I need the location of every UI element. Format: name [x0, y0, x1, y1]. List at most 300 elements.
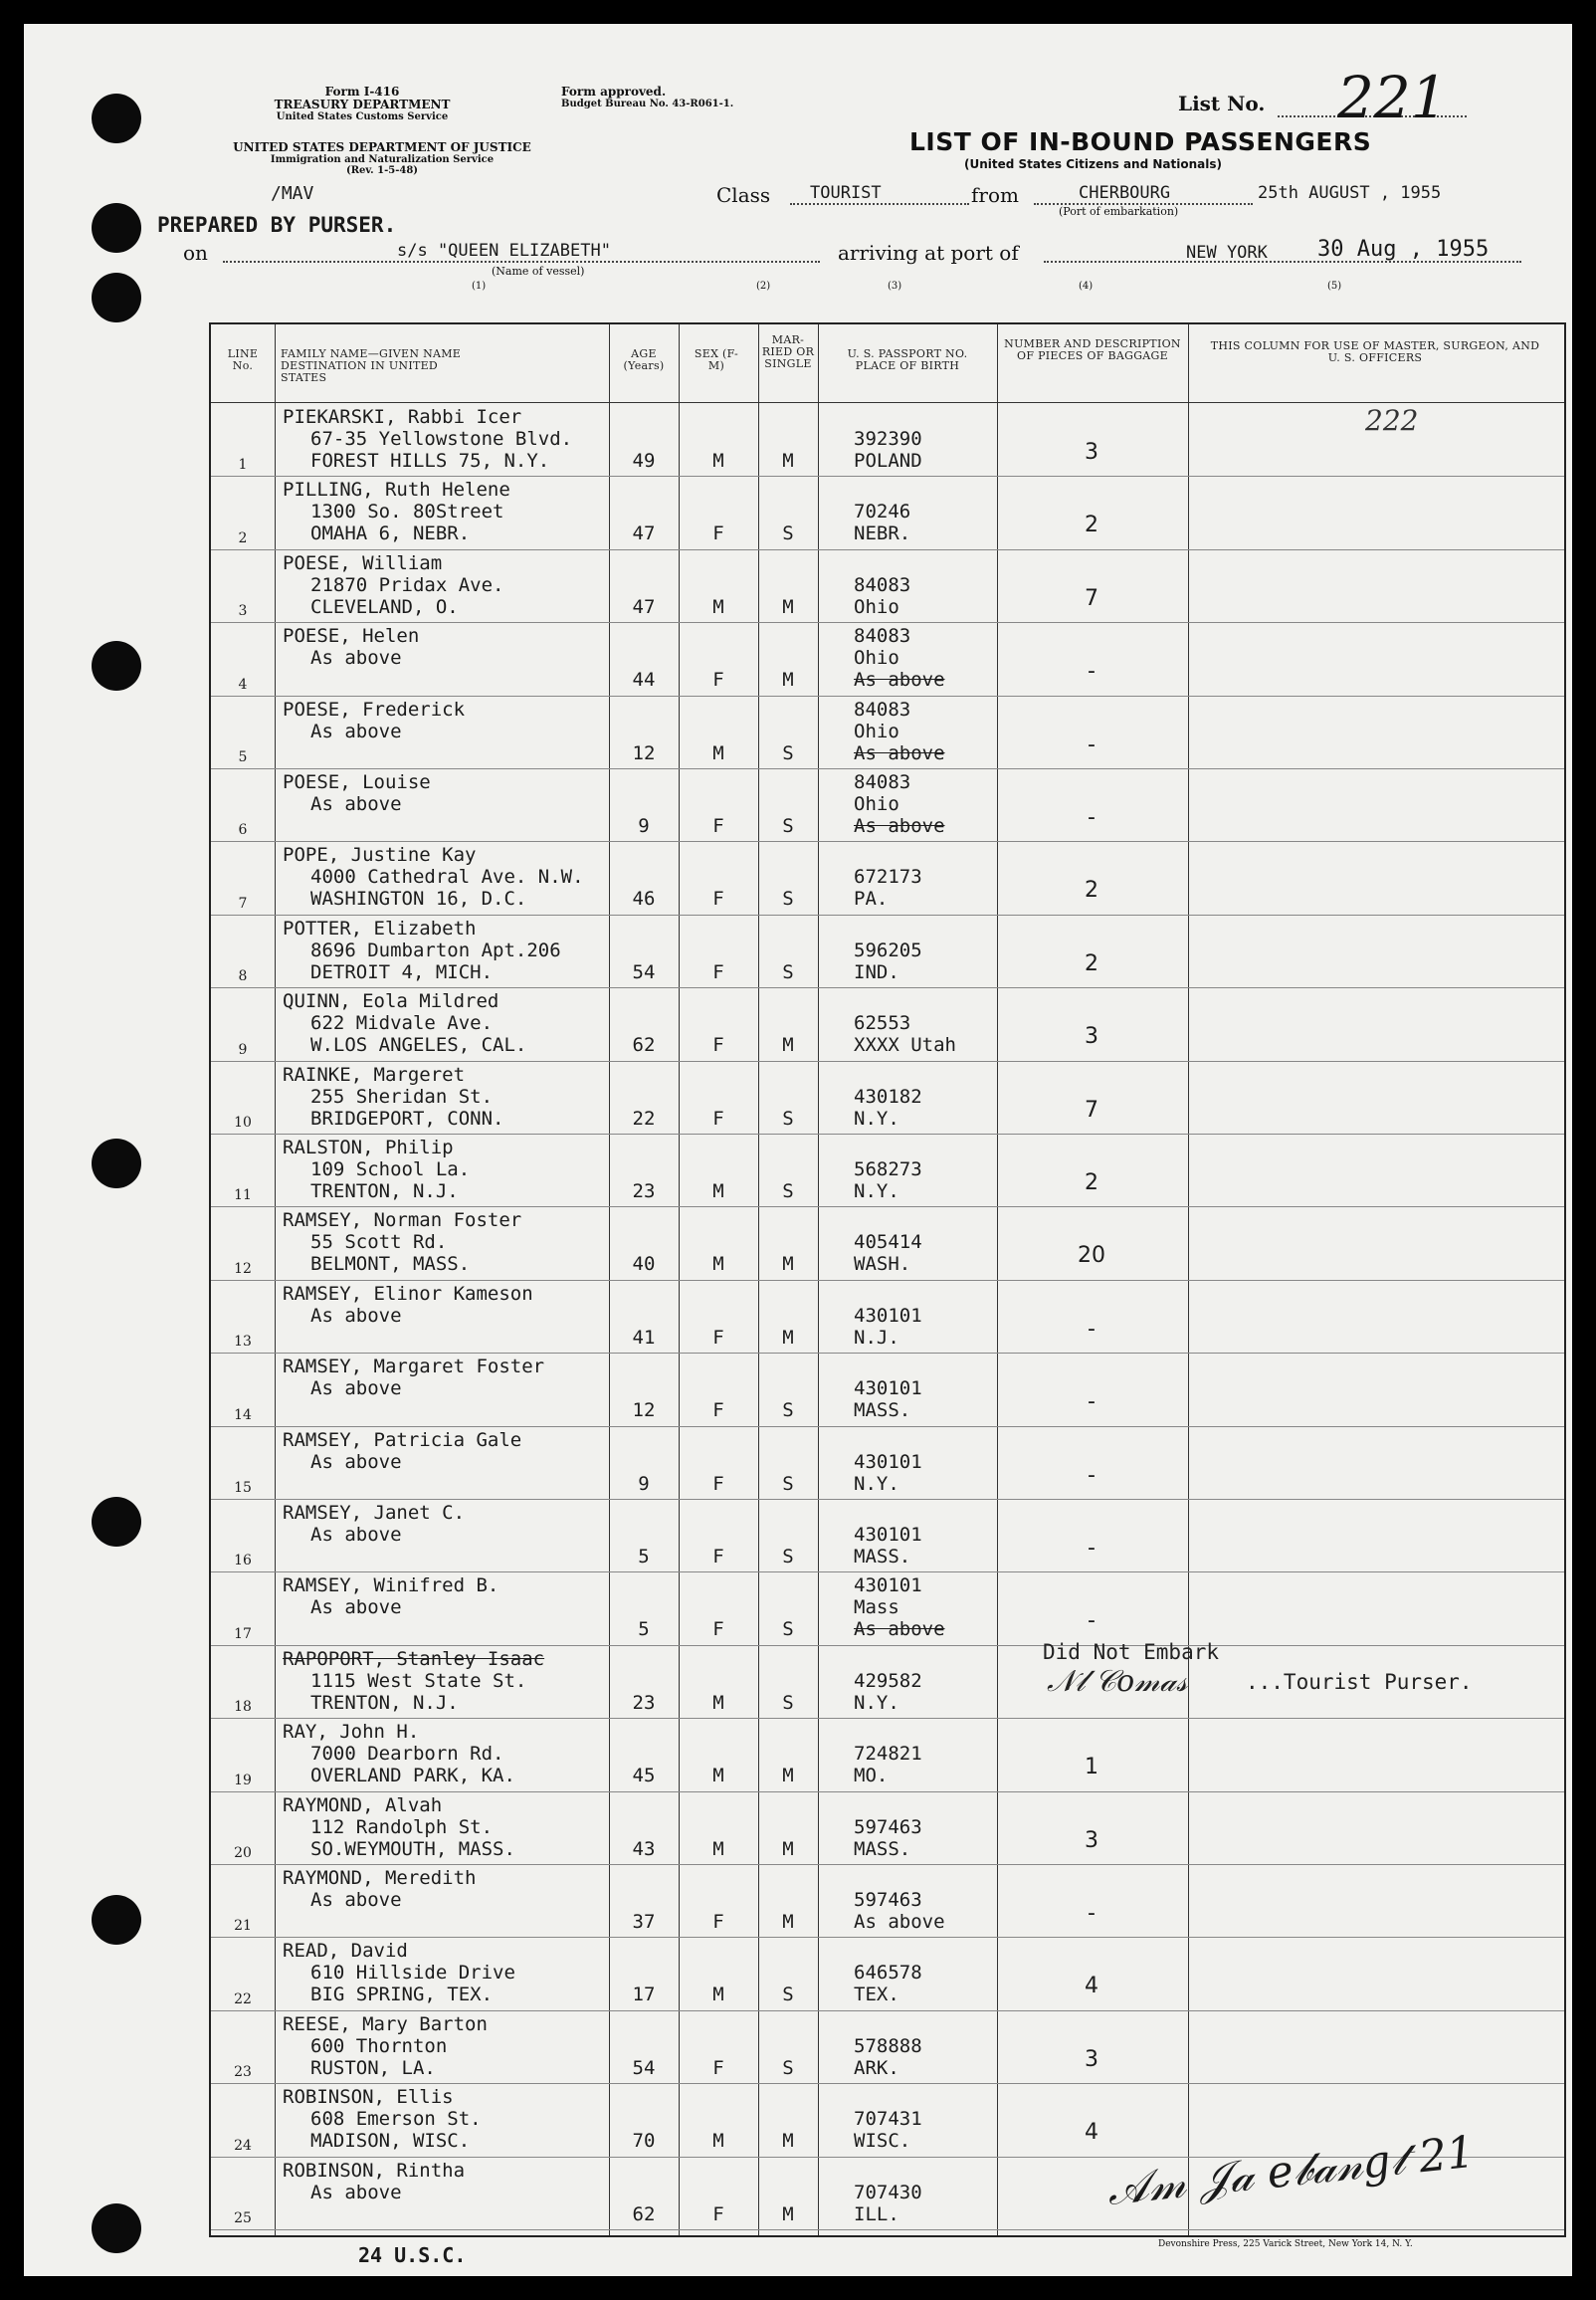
marital-status: S	[782, 1399, 794, 1422]
passport-number: 568273	[854, 1158, 922, 1180]
class-line	[790, 203, 969, 205]
marital-status: M	[782, 1326, 794, 1349]
passenger-name: POTTER, Elizabeth	[283, 917, 477, 940]
sex-value: M	[712, 1253, 724, 1276]
sex-value: F	[712, 1472, 724, 1495]
marital-status: S	[782, 1618, 794, 1641]
marital-status: M	[782, 2130, 794, 2153]
punch-hole	[92, 641, 141, 691]
passenger-name: RAMSEY, Margaret Foster	[283, 1356, 545, 1378]
marital-status: S	[782, 741, 794, 764]
address-line-1: 4000 Cathedral Ave. N.W.	[310, 866, 584, 889]
passport-number: 430101	[854, 1304, 922, 1327]
address-line-1: As above	[310, 1450, 402, 1473]
place-of-birth: Ohio	[854, 647, 899, 670]
age-value: 47	[632, 523, 656, 545]
passport-number: 62553	[854, 1012, 911, 1035]
age-value: 47	[632, 595, 656, 618]
page-title: LIST OF IN-BOUND PASSENGERS	[909, 127, 1372, 156]
marital-status: M	[782, 450, 794, 472]
vessel-line	[223, 261, 820, 263]
baggage-count: 3	[1085, 1024, 1098, 1050]
line-number: 9	[238, 1041, 248, 1058]
address-line-1: As above	[310, 793, 402, 815]
address-line-1: As above	[310, 720, 402, 742]
form-number: Form I-416	[324, 85, 400, 99]
place-of-birth: Mass	[854, 1596, 899, 1619]
customs-service: United States Customs Service	[276, 111, 449, 122]
baggage-count: 4	[1085, 2120, 1098, 2146]
marital-status: M	[782, 1837, 794, 1860]
table-row	[211, 1062, 1564, 1135]
not-embark-note: Did Not Embark	[1043, 1640, 1220, 1664]
address-line-1: 8696 Dumbarton Apt.206	[310, 939, 561, 961]
marital-status: S	[782, 1107, 794, 1130]
footer-printer: Devonshire Press, 225 Varick Street, New York 14, N. Y.	[1158, 2239, 1413, 2249]
footer-statute: 24 U.S.C.	[358, 2243, 467, 2267]
line-number: 15	[234, 1479, 252, 1496]
officer-signature: 𝒜𝓂 𝒥𝒶 𝑒𝒷𝒶𝓃𝑔𝓉 21	[1104, 2126, 1478, 2216]
address-line-2: BRIDGEPORT, CONN.	[310, 1107, 504, 1130]
sex-value: M	[712, 1837, 724, 1860]
baggage-count: 7	[1085, 1097, 1098, 1123]
place-of-birth: Ohio	[854, 793, 899, 815]
address-line-1: As above	[310, 1304, 402, 1327]
passport-number: 430101	[854, 1377, 922, 1400]
doj-block	[183, 141, 581, 176]
place-of-birth: MASS.	[854, 1399, 911, 1422]
marital-status: M	[782, 669, 794, 692]
col-header-officers: THIS COLUMN FOR USE OF MASTER, SURGEON, AND U. S. OFFICERS	[1210, 339, 1540, 364]
line-number: 10	[234, 1114, 252, 1131]
line-number: 16	[234, 1553, 252, 1569]
marital-status: S	[782, 1472, 794, 1495]
punch-hole	[92, 1895, 141, 1945]
line-number: 17	[234, 1625, 252, 1642]
table-row	[211, 1938, 1564, 2010]
table-row	[211, 697, 1564, 769]
purser-signature: ...Tourist Purser.	[1246, 1670, 1473, 1694]
col-number-3: (3)	[888, 281, 902, 292]
age-value: 9	[638, 1472, 650, 1495]
line-number: 1	[238, 457, 248, 474]
address-line-1: 1115 West State St.	[310, 1669, 527, 1692]
passenger-name: POESE, Louise	[283, 771, 431, 793]
port-embarkation-caption: (Port of embarkation)	[1059, 205, 1179, 218]
place-of-birth: MO.	[854, 1765, 889, 1787]
passport-number: 597463	[854, 1889, 922, 1911]
col-header-married: MAR- RIED OR SINGLE	[761, 333, 815, 370]
address-line-2: FOREST HILLS 75, N.Y.	[310, 450, 550, 472]
baggage-count: 2	[1085, 1170, 1098, 1195]
age-value: 23	[632, 1180, 656, 1202]
baggage-count: -	[1088, 1536, 1096, 1561]
age-value: 43	[632, 1837, 656, 1860]
form-approved: Form approved.	[561, 85, 667, 99]
passenger-name: RAPOPORT, Stanley Isaac	[283, 1647, 545, 1670]
col-header-baggage: NUMBER AND DESCRIPTION OF PIECES OF BAGGAGE	[1004, 337, 1181, 362]
marital-status: S	[782, 1984, 794, 2006]
sex-value: F	[712, 523, 724, 545]
address-line-2: SO.WEYMOUTH, MASS.	[310, 1837, 515, 1860]
marital-status: M	[782, 595, 794, 618]
passenger-name: POESE, Frederick	[283, 698, 466, 721]
place-of-birth: As above	[854, 1911, 945, 1933]
address-line-1: As above	[310, 1377, 402, 1400]
punch-hole	[92, 203, 141, 253]
arrival-date: 30 Aug , 1955	[1317, 237, 1490, 262]
passenger-name: POPE, Justine Kay	[283, 844, 477, 867]
arriving-label: arriving at port of	[838, 241, 1019, 265]
line-number: 18	[234, 1699, 252, 1716]
passport-number: 430182	[854, 1085, 922, 1108]
baggage-count: -	[1088, 659, 1096, 685]
officer-note: 222	[1365, 404, 1419, 437]
place-of-birth: NEBR.	[854, 523, 911, 545]
baggage-count: 4	[1085, 1974, 1098, 1999]
address-line-2: TRENTON, N.J.	[310, 1691, 459, 1714]
col-number-1: (1)	[472, 281, 487, 292]
place-of-birth: WISC.	[854, 2130, 911, 2153]
passport-number: 724821	[854, 1743, 922, 1766]
prepared-by: PREPARED BY PURSER.	[157, 213, 397, 237]
passport-number: 429582	[854, 1669, 922, 1692]
from-value: CHERBOURG	[1079, 183, 1171, 203]
baggage-count: 3	[1085, 440, 1098, 465]
address-line-1: 21870 Pridax Ave.	[310, 573, 504, 596]
treasury-dept: TREASURY DEPARTMENT	[274, 98, 451, 111]
address-line-2: MADISON, WISC.	[310, 2130, 471, 2153]
sex-value: F	[712, 1399, 724, 1422]
struck-as-above: As above	[854, 815, 945, 837]
approval-block	[561, 86, 800, 109]
passenger-name: ROBINSON, Ellis	[283, 2086, 454, 2109]
age-value: 37	[632, 1911, 656, 1933]
address-line-2: W.LOS ANGELES, CAL.	[310, 1034, 527, 1057]
age-value: 12	[632, 741, 656, 764]
marital-status: S	[782, 1691, 794, 1714]
table-row	[211, 477, 1564, 549]
address-line-1: 7000 Dearborn Rd.	[310, 1743, 504, 1766]
vessel-caption: (Name of vessel)	[492, 265, 585, 278]
line-number: 13	[234, 1334, 252, 1351]
address-line-2: BELMONT, MASS.	[310, 1253, 471, 1276]
passenger-name: REESE, Mary Barton	[283, 2012, 488, 2035]
struck-as-above: As above	[854, 1618, 945, 1641]
col-number-4: (4)	[1079, 281, 1094, 292]
passport-number: 405414	[854, 1231, 922, 1254]
passenger-name: RAMSEY, Norman Foster	[283, 1209, 522, 1232]
baggage-count: 7	[1085, 585, 1098, 611]
place-of-birth: MASS.	[854, 1546, 911, 1568]
baggage-count: -	[1088, 1389, 1096, 1415]
col-header-passport: U. S. PASSPORT NO. PLACE OF BIRTH	[847, 347, 968, 372]
passport-number: 84083	[854, 771, 911, 793]
passport-number: 646578	[854, 1962, 922, 1985]
address-line-1: As above	[310, 1524, 402, 1546]
sex-value: F	[712, 1034, 724, 1057]
passport-number: 84083	[854, 573, 911, 596]
address-line-1: As above	[310, 647, 402, 670]
line-number: 22	[234, 1990, 252, 2007]
table-row	[211, 2011, 1564, 2084]
form-block	[253, 86, 472, 122]
baggage-count: -	[1088, 805, 1096, 830]
age-value: 70	[632, 2130, 656, 2153]
page-subtitle: (United States Citizens and Nationals)	[964, 157, 1222, 171]
line-number: 7	[238, 895, 248, 912]
initials: /MAV	[271, 183, 314, 204]
sex-value: M	[712, 1691, 724, 1714]
table-row	[211, 769, 1564, 842]
punch-hole	[92, 2203, 141, 2253]
line-number: 23	[234, 2064, 252, 2081]
baggage-count: 20	[1078, 1243, 1105, 1269]
address-line-1: 610 Hillside Drive	[310, 1962, 515, 1985]
class-value: TOURIST	[810, 183, 882, 203]
sex-value: F	[712, 2202, 724, 2225]
address-line-2: WASHINGTON 16, D.C.	[310, 888, 527, 911]
place-of-birth: N.Y.	[854, 1180, 899, 1202]
baggage-count: -	[1088, 1316, 1096, 1342]
marital-status: M	[782, 1034, 794, 1057]
address-line-1: 608 Emerson St.	[310, 2108, 482, 2131]
line-number: 2	[238, 529, 248, 546]
age-value: 9	[638, 815, 650, 837]
col-header-age: AGE (Years)	[623, 347, 665, 372]
passport-number: 430101	[854, 1574, 922, 1597]
baggage-count: -	[1088, 1608, 1096, 1634]
table-row	[211, 842, 1564, 915]
table-row	[211, 988, 1564, 1061]
passport-number: 597463	[854, 1815, 922, 1838]
sex-value: F	[712, 1326, 724, 1349]
sex-value: M	[712, 2130, 724, 2153]
place-of-birth: Ohio	[854, 720, 899, 742]
sex-value: F	[712, 888, 724, 911]
age-value: 23	[632, 1691, 656, 1714]
sex-value: F	[712, 1107, 724, 1130]
age-value: 40	[632, 1253, 656, 1276]
ins-title: Immigration and Naturalization Service	[270, 154, 495, 165]
list-no-label: List No.	[1178, 92, 1266, 115]
place-of-birth: Ohio	[854, 595, 899, 618]
punch-hole	[92, 94, 141, 143]
sex-value: F	[712, 960, 724, 983]
sex-value: M	[712, 1765, 724, 1787]
address-line-1: 112 Randolph St.	[310, 1815, 494, 1838]
age-value: 44	[632, 669, 656, 692]
place-of-birth: ARK.	[854, 2056, 899, 2079]
address-line-1: 600 Thornton	[310, 2034, 448, 2057]
on-label: on	[183, 241, 208, 265]
col-header-name: FAMILY NAME—GIVEN NAME DESTINATION IN UNITED STATES	[281, 347, 462, 384]
sex-value: M	[712, 1180, 724, 1202]
table-row	[211, 1500, 1564, 1572]
passenger-name: RAYMOND, Alvah	[283, 1793, 443, 1816]
baggage-count: 1	[1085, 1755, 1098, 1780]
line-number: 11	[234, 1187, 252, 1204]
address-line-2: TRENTON, N.J.	[310, 1180, 459, 1202]
marital-status: M	[782, 1765, 794, 1787]
marital-status: S	[782, 1180, 794, 1202]
arrival-port: NEW YORK	[1186, 243, 1268, 263]
passenger-name: QUINN, Eola Mildred	[283, 990, 499, 1013]
place-of-birth: ILL.	[854, 2202, 899, 2225]
baggage-count: -	[1088, 732, 1096, 757]
passenger-name: RALSTON, Philip	[283, 1137, 454, 1158]
table-row	[211, 550, 1564, 623]
baggage-count: 3	[1085, 2046, 1098, 2072]
passport-number: 430101	[854, 1524, 922, 1546]
passport-number: 70246	[854, 501, 911, 523]
address-line-1: As above	[310, 2181, 402, 2203]
sex-value: F	[712, 669, 724, 692]
address-line-1: 1300 So. 80Street	[310, 501, 504, 523]
marital-status: M	[782, 1253, 794, 1276]
passenger-name: ROBINSON, Rintha	[283, 2159, 466, 2182]
age-value: 12	[632, 1399, 656, 1422]
marital-status: M	[782, 1911, 794, 1933]
sex-value: M	[712, 741, 724, 764]
address-line-1: 67-35 Yellowstone Blvd.	[310, 428, 573, 450]
line-number: 14	[234, 1406, 252, 1423]
sex-value: F	[712, 1546, 724, 1568]
passenger-name: READ, David	[283, 1940, 408, 1963]
departure-date: 25th AUGUST , 1955	[1258, 183, 1442, 203]
age-value: 46	[632, 888, 656, 911]
baggage-count: 2	[1085, 513, 1098, 538]
age-value: 22	[632, 1107, 656, 1130]
place-of-birth: PA.	[854, 888, 889, 911]
table-row	[211, 623, 1564, 696]
address-line-1: As above	[310, 1889, 402, 1911]
passport-number: 672173	[854, 866, 922, 889]
address-line-2: OMAHA 6, NEBR.	[310, 523, 471, 545]
line-number: 4	[238, 676, 248, 693]
baggage-count: 3	[1085, 1827, 1098, 1853]
col-number-5: (5)	[1327, 281, 1342, 292]
table-row	[211, 1354, 1564, 1426]
address-line-2: DETROIT 4, MICH.	[310, 960, 494, 983]
line-number: 12	[234, 1260, 252, 1277]
sex-value: F	[712, 815, 724, 837]
baggage-count: 2	[1085, 878, 1098, 904]
purser-signature-scrawl: 𝒩𝓁 𝒞𝑜𝓂𝒶𝓈	[1047, 1664, 1188, 1699]
passport-number: 707431	[854, 2108, 922, 2131]
line-number: 3	[238, 603, 248, 620]
passport-number: 84083	[854, 698, 911, 721]
passport-number: 430101	[854, 1450, 922, 1473]
passport-number: 84083	[854, 625, 911, 648]
line-number: 6	[238, 822, 248, 839]
passenger-name: RAMSEY, Janet C.	[283, 1502, 466, 1524]
line-number: 19	[234, 1772, 252, 1788]
place-of-birth: MASS.	[854, 1837, 911, 1860]
age-value: 41	[632, 1326, 656, 1349]
punch-hole	[92, 273, 141, 322]
passport-number: 578888	[854, 2034, 922, 2057]
table-row	[211, 1719, 1564, 1791]
passenger-name: RAMSEY, Patricia Gale	[283, 1428, 522, 1451]
punch-hole	[92, 1139, 141, 1188]
baggage-count: 2	[1085, 950, 1098, 976]
sex-value: F	[712, 1618, 724, 1641]
row-divider	[211, 2229, 1564, 2230]
passenger-name: POESE, Helen	[283, 625, 420, 648]
place-of-birth: N.J.	[854, 1326, 899, 1349]
age-value: 54	[632, 2056, 656, 2079]
table-row	[211, 1865, 1564, 1938]
sex-value: F	[712, 2056, 724, 2079]
address-line-2: CLEVELAND, O.	[310, 595, 459, 618]
passenger-name: POESE, William	[283, 551, 443, 574]
passenger-name: RAMSEY, Winifred B.	[283, 1574, 499, 1597]
age-value: 5	[638, 1618, 650, 1641]
passenger-name: RAMSEY, Elinor Kameson	[283, 1282, 533, 1305]
document-page	[24, 24, 1572, 2276]
line-number: 24	[234, 2137, 252, 2154]
age-value: 62	[632, 1034, 656, 1057]
address-line-1: As above	[310, 1596, 402, 1619]
col-header-line: LINE No.	[227, 347, 259, 372]
rev-date: (Rev. 1-5-48)	[345, 165, 419, 176]
marital-status: S	[782, 2056, 794, 2079]
punch-hole	[92, 1497, 141, 1547]
budget-bureau: Budget Bureau No. 43-R061-1.	[561, 99, 734, 109]
table-row	[211, 404, 1564, 477]
address-line-1: 255 Sheridan St.	[310, 1085, 494, 1108]
age-value: 5	[638, 1546, 650, 1568]
place-of-birth: TEX.	[854, 1984, 899, 2006]
marital-status: S	[782, 888, 794, 911]
age-value: 17	[632, 1984, 656, 2006]
passenger-name: PIEKARSKI, Rabbi Icer	[283, 406, 522, 428]
table-row	[211, 1572, 1564, 1645]
marital-status: S	[782, 1546, 794, 1568]
from-label: from	[971, 183, 1019, 207]
passenger-table	[209, 322, 1566, 2237]
place-of-birth: XXXX Utah	[854, 1034, 956, 1057]
line-number: 25	[234, 2209, 252, 2226]
marital-status: S	[782, 960, 794, 983]
marital-status: S	[782, 523, 794, 545]
col-number-2: (2)	[756, 281, 771, 292]
passenger-name: RAY, John H.	[283, 1721, 420, 1744]
sex-value: M	[712, 595, 724, 618]
table-row	[211, 1207, 1564, 1280]
sex-value: M	[712, 1984, 724, 2006]
struck-as-above: As above	[854, 741, 945, 764]
class-label: Class	[716, 183, 771, 207]
place-of-birth: POLAND	[854, 450, 922, 472]
place-of-birth: N.Y.	[854, 1472, 899, 1495]
table-row	[211, 916, 1564, 988]
vessel-name: s/s "QUEEN ELIZABETH"	[397, 241, 611, 261]
address-line-1: 55 Scott Rd.	[310, 1231, 448, 1254]
age-value: 62	[632, 2202, 656, 2225]
passenger-name: PILLING, Ruth Helene	[283, 479, 510, 502]
struck-as-above: As above	[854, 669, 945, 692]
marital-status: M	[782, 2202, 794, 2225]
baggage-count: -	[1088, 1462, 1096, 1488]
passport-number: 392390	[854, 428, 922, 450]
table-row	[211, 1792, 1564, 1865]
line-number: 5	[238, 748, 248, 765]
passport-number: 596205	[854, 939, 922, 961]
address-line-1: 109 School La.	[310, 1158, 471, 1180]
place-of-birth: WASH.	[854, 1253, 911, 1276]
